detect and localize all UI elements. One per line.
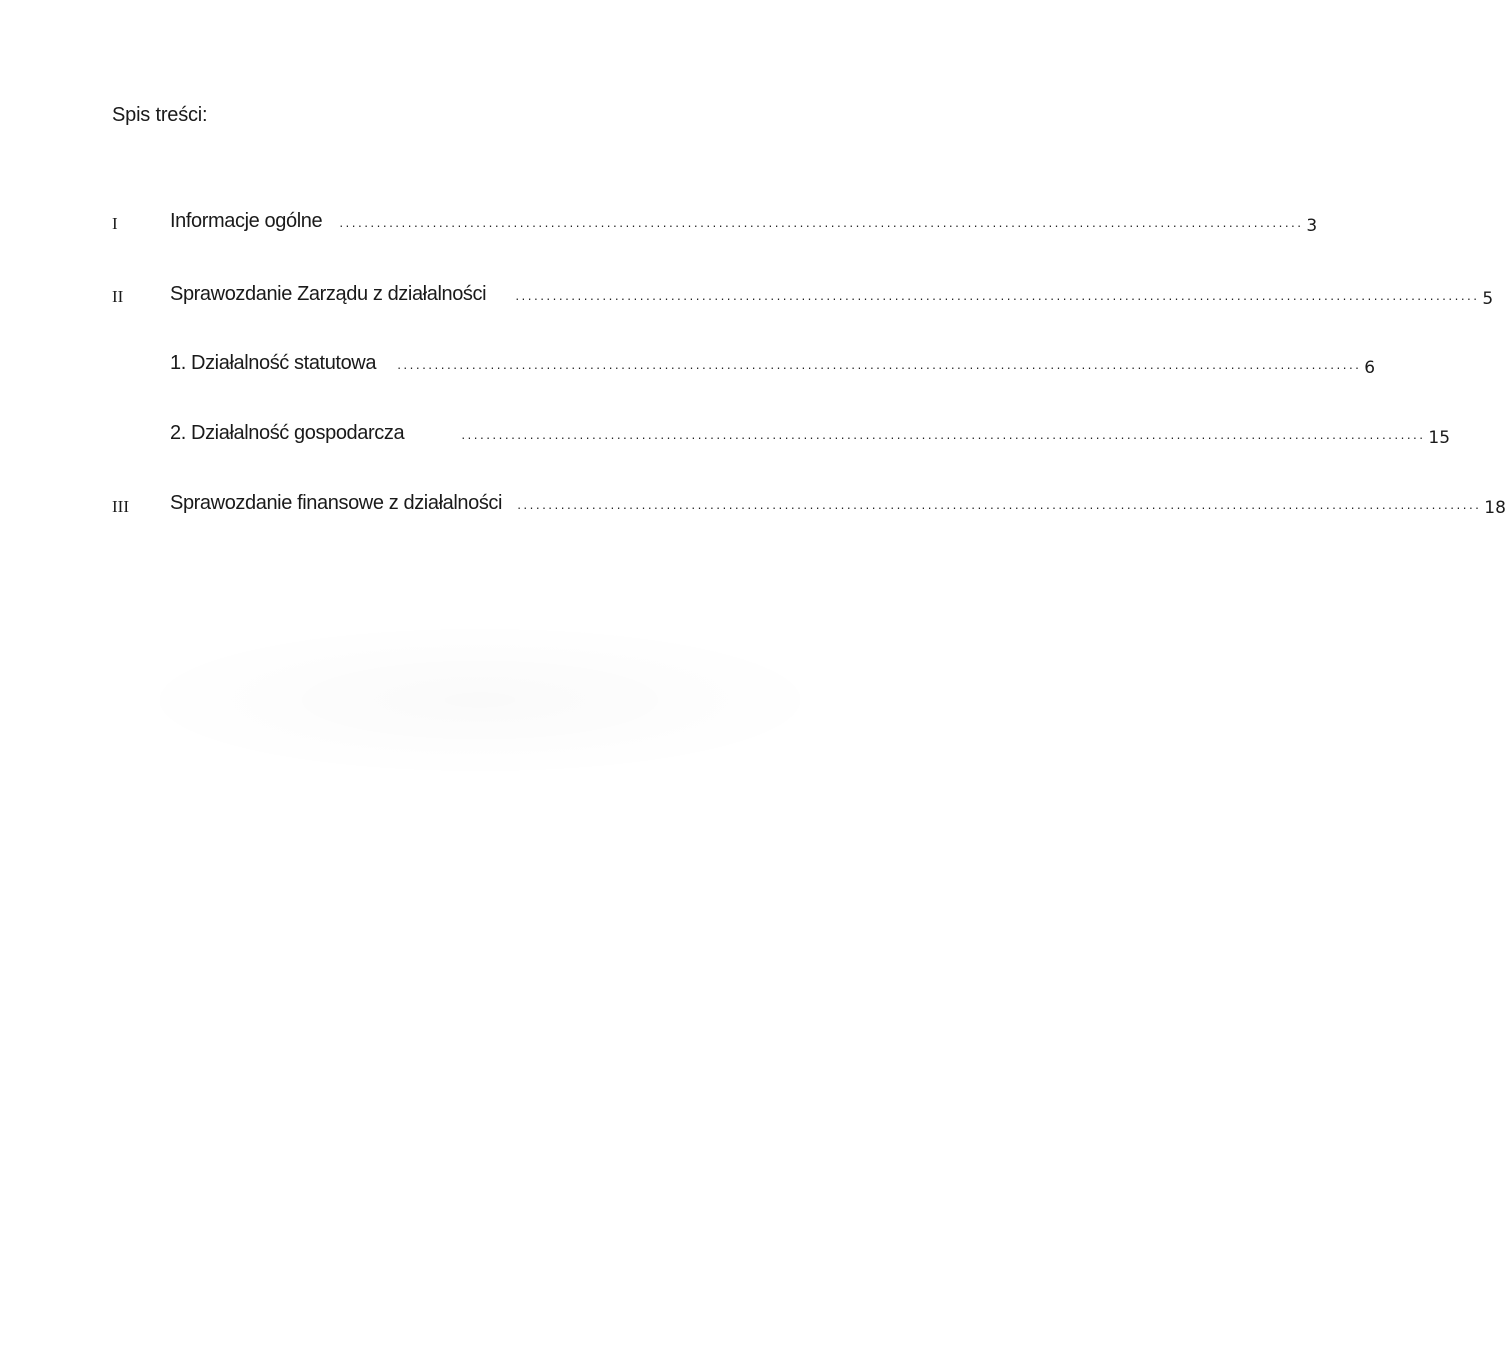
- toc-leader-dots: ...........................................................................................................................................................: [460, 431, 1425, 442]
- toc-title: Spis treści:: [112, 104, 208, 126]
- toc-entry-label: Informacje ogólne: [170, 210, 323, 232]
- toc-entry-label: Sprawozdanie finansowe z działalności: [170, 492, 503, 514]
- toc-entry-label: 2. Działalność gospodarcza: [170, 422, 405, 444]
- toc-leader-dots: ...........................................................................................................................................................: [396, 361, 1361, 372]
- toc-leader-dots: ...........................................................................................................................................................: [338, 219, 1303, 230]
- toc-entry: [170, 492, 1506, 522]
- toc-entry: [170, 210, 1318, 240]
- toc-page-number: 18: [1484, 498, 1506, 518]
- toc-numeral: III: [112, 497, 129, 516]
- toc-subentry: [170, 352, 1376, 382]
- toc-leader-dots: ...........................................................................................................................................................: [514, 292, 1479, 303]
- toc-leader-dots: ...........................................................................................................................................................: [516, 501, 1481, 512]
- toc-page-number: 15: [1428, 428, 1451, 448]
- toc-subentry: [170, 422, 1451, 452]
- toc-page-number: 5: [1482, 289, 1494, 309]
- toc-page-number: 3: [1306, 216, 1318, 236]
- toc-numeral: I: [112, 214, 118, 233]
- toc-numeral: II: [112, 287, 124, 306]
- show-through-shadow: [120, 620, 840, 780]
- toc-page-number: 6: [1364, 358, 1376, 378]
- toc-entry: [170, 283, 1494, 313]
- toc-entry-label: Sprawozdanie Zarządu z działalności: [170, 283, 487, 305]
- toc-entry-label: 1. Działalność statutowa: [170, 352, 377, 374]
